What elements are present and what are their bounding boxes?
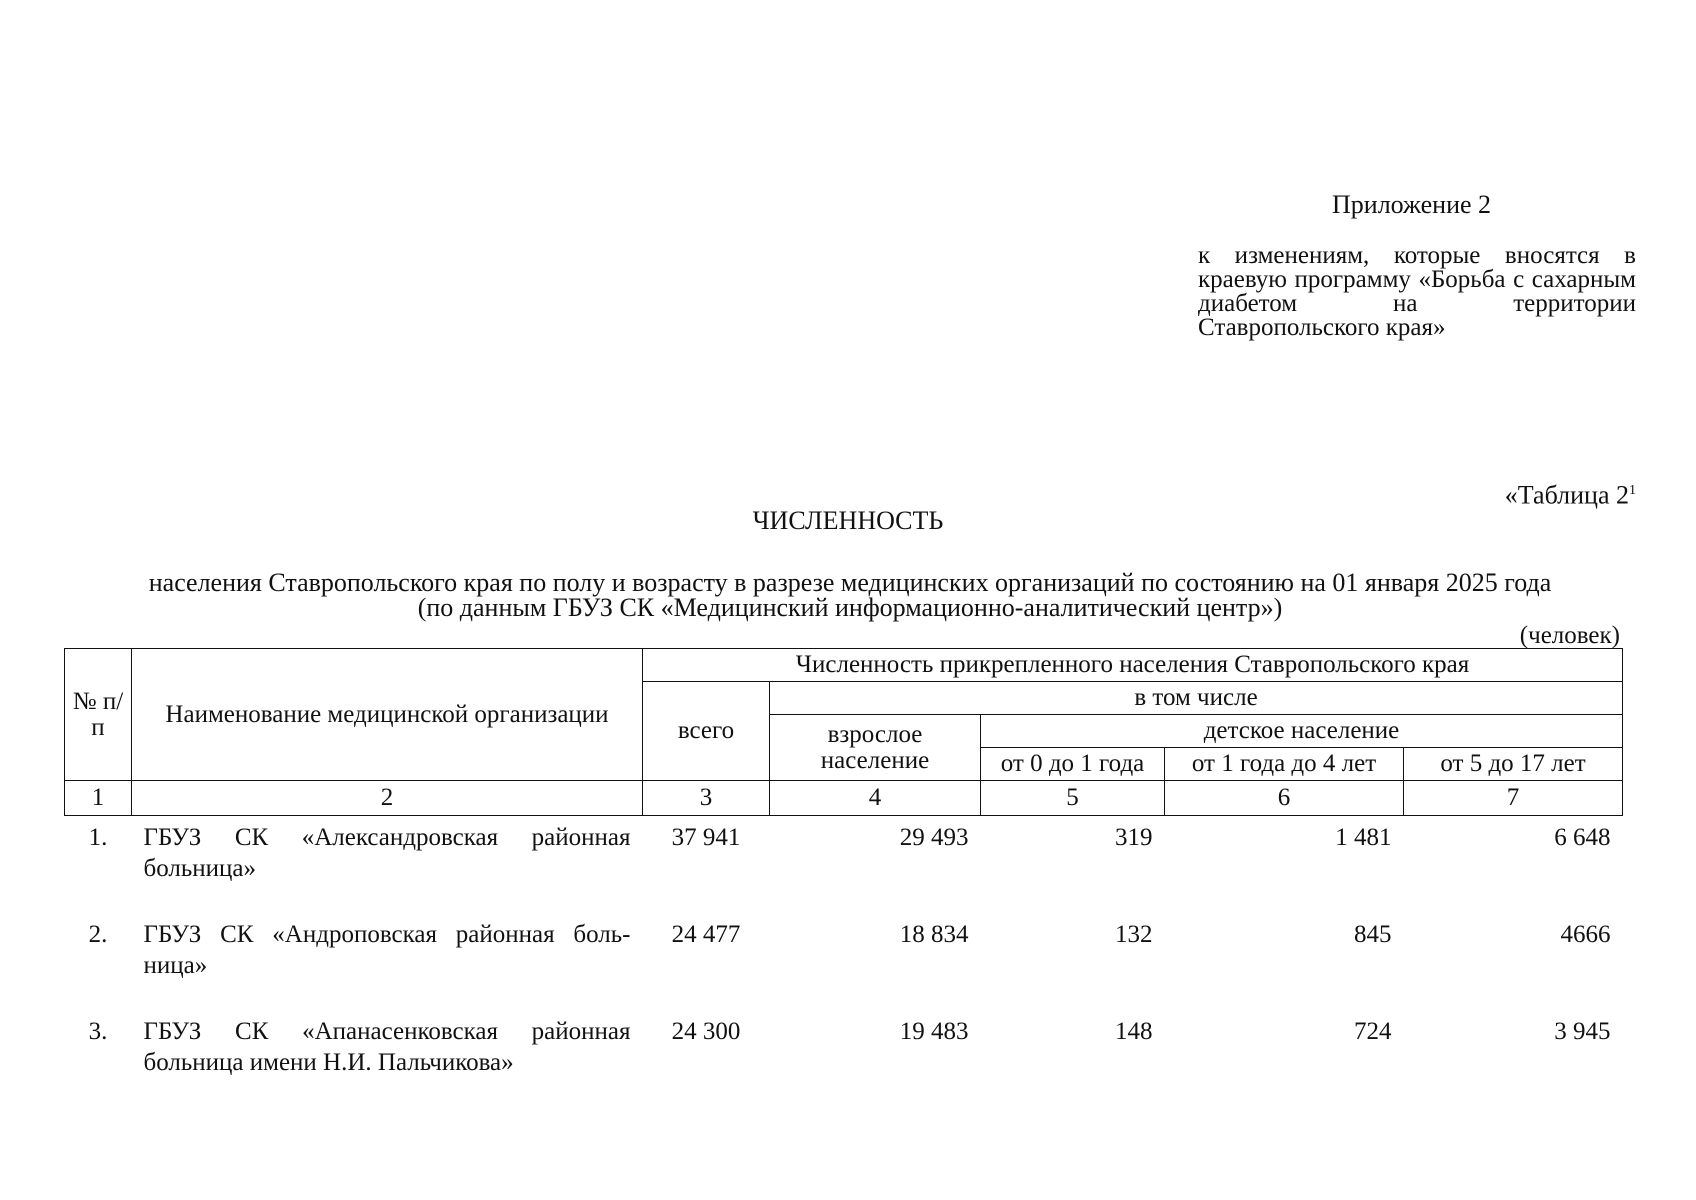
- column-number: 6: [1165, 781, 1404, 816]
- header-adult: взрослое население: [770, 715, 981, 781]
- cell-adult: 19 483: [899, 1017, 969, 1045]
- table-row: [65, 913, 1623, 1010]
- cell-adult: 18 834: [899, 920, 969, 948]
- header-no: № п/п: [65, 649, 132, 781]
- cell-age-5-17: 4666: [1560, 920, 1611, 948]
- cell-name: ГБУЗ СК «Александровская районная больница»: [143, 824, 631, 882]
- cell-age-1-4: 724: [1354, 1017, 1392, 1045]
- cell-total: 24 477: [671, 920, 741, 948]
- table-row: [65, 1010, 1623, 1107]
- header-age-0-1: от 0 до 1 года: [981, 748, 1165, 781]
- column-number: 2: [132, 781, 643, 816]
- cell-total: 37 941: [671, 824, 741, 851]
- cell-age-5-17: 6 648: [1554, 824, 1611, 851]
- appendix-text: к изменениям, которые вносятся в краевую программу «Борьба с сахарным диабетом на территории Ставропольского края»: [1198, 242, 1636, 341]
- cell-name: ГБУЗ СК «Андроповская районная боль-ница»: [143, 920, 631, 979]
- column-number: 3: [643, 781, 770, 816]
- column-number: 1: [65, 781, 132, 816]
- table-body: [65, 816, 1623, 1107]
- subtitle-line-1: населения Ставропольского края по полу и возрасту в разрезе медицинских организаций по состоянию на 01 января 2025 года: [148, 568, 1552, 597]
- subtitle-line-2: (по данным ГБУЗ СК «Медицинский информационно-аналитический центр»): [417, 593, 1283, 622]
- header-name: Наименование медицинской организации: [132, 649, 643, 781]
- table-reference-text: «Таблица 2: [1504, 480, 1629, 510]
- header-age-1-4: от 1 года до 4 лет: [1165, 748, 1404, 781]
- column-number: 4: [770, 781, 981, 816]
- table-reference-sup: 1: [1629, 483, 1636, 498]
- cell-name: ГБУЗ СК «Апанасенковская районная больница имени Н.И. Пальчикова»: [143, 1017, 631, 1076]
- header-including: в том числе: [770, 682, 1623, 715]
- column-number-row: [65, 781, 1623, 816]
- population-table: [64, 648, 1623, 1107]
- document-subtitle: [60, 570, 1640, 620]
- cell-adult: 29 493: [899, 824, 969, 851]
- column-number: 5: [981, 781, 1165, 816]
- header-population: Численность прикрепленного населения Ставропольского края: [643, 649, 1623, 682]
- cell-age-1-4: 1 481: [1335, 824, 1392, 851]
- cell-no: 2.: [88, 920, 108, 948]
- cell-age-1-4: 845: [1354, 920, 1392, 948]
- cell-age-0-1: 148: [1115, 1017, 1153, 1045]
- cell-no: 1.: [88, 824, 108, 851]
- cell-age-0-1: 132: [1115, 920, 1153, 948]
- header-age-5-17: от 5 до 17 лет: [1404, 748, 1623, 781]
- document-title: ЧИСЛЕННОСТЬ: [752, 506, 944, 535]
- cell-age-5-17: 3 945: [1554, 1017, 1611, 1045]
- units-label: (человек): [1519, 622, 1620, 649]
- cell-total: 24 300: [671, 1017, 741, 1045]
- cell-no: 3.: [88, 1017, 108, 1045]
- appendix-title: Приложение 2: [1332, 190, 1492, 219]
- column-number: 7: [1404, 781, 1623, 816]
- table-header: [65, 649, 1623, 816]
- header-total: всего: [643, 682, 770, 781]
- table-row: [65, 816, 1623, 913]
- cell-age-0-1: 319: [1115, 824, 1153, 851]
- header-children: детское население: [981, 715, 1623, 748]
